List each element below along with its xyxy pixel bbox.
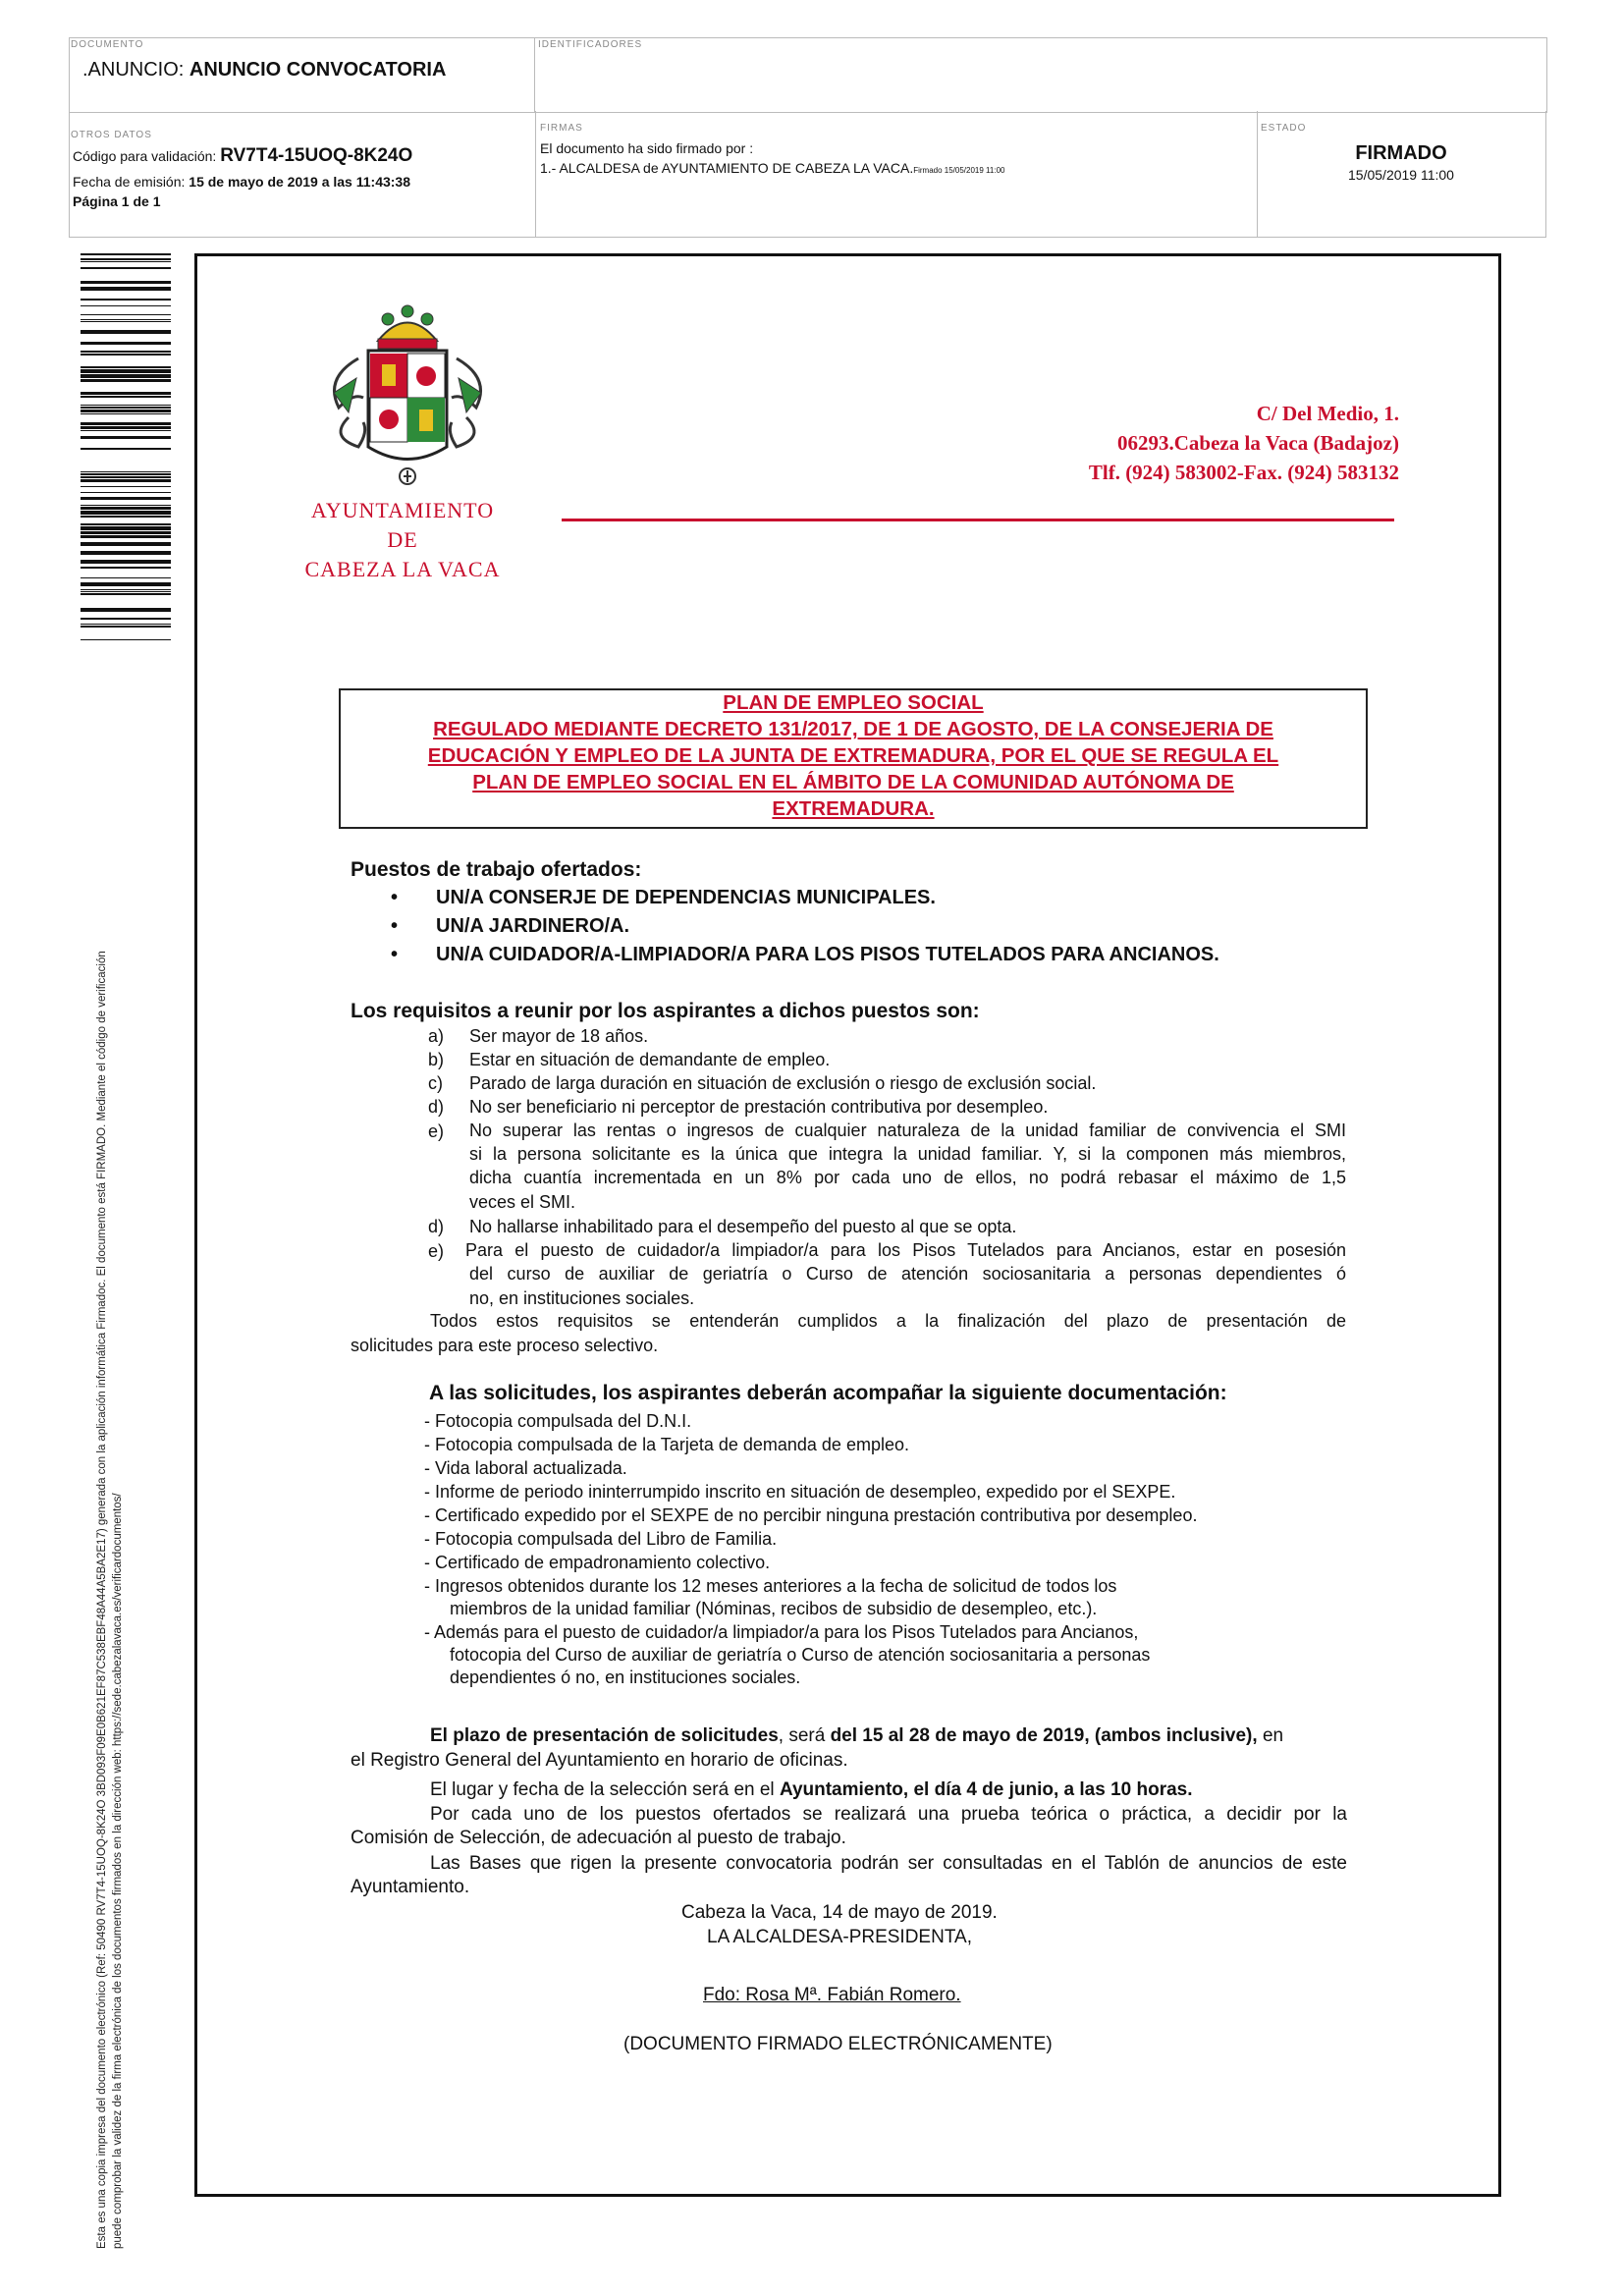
requisito-text: No hallarse inhabilitado para el desempeño del puesto al que se opta. <box>469 1217 1017 1236</box>
org-name-line1: AYUNTAMIENTO <box>310 498 495 522</box>
org-name-line3: CABEZA LA VACA <box>304 557 501 581</box>
documentacion-item: dependientes ó no, en instituciones sociales. <box>450 1667 801 1687</box>
documentacion-item: miembros de la unidad familiar (Nóminas, recibos de subsidio de desempleo, etc.). <box>450 1599 1098 1618</box>
documentacion-item: - Certificado expedido por el SEXPE de no percibir ninguna prestación contributiva por desempleo. <box>424 1505 1198 1525</box>
requisitos-closing: solicitudes para este proceso selectivo. <box>351 1336 659 1355</box>
estado-date: 15/05/2019 11:00 <box>1348 167 1454 183</box>
documentacion-item: - Certificado de empadronamiento colectivo. <box>424 1553 771 1572</box>
documentacion-item: - Además para el puesto de cuidador/a limpiador/a para los Pisos Tutelados para Ancianos, <box>424 1622 1139 1642</box>
requisito-text: Parado de larga duración en situación de exclusión o riesgo de exclusión social. <box>469 1073 1097 1093</box>
requisito-letter: a) <box>428 1026 445 1046</box>
puesto-item: • UN/A JARDINERO/A. <box>391 915 630 937</box>
address-phone: Tlf. (924) 583002-Fax. (924) 583132 <box>1088 461 1399 484</box>
pagina: Página 1 de 1 <box>73 193 161 209</box>
place-date: Cabeza la Vaca, 14 de mayo de 2019. <box>681 1902 998 1923</box>
requisito-text: Ser mayor de 18 años. <box>469 1026 649 1046</box>
documentacion-item: - Fotocopia compulsada del Libro de Familia. <box>424 1529 778 1549</box>
firmas-line1: El documento ha sido firmado por : <box>540 140 754 156</box>
firmas-signed-at: Firmado 15/05/2019 11:00 <box>913 166 1005 175</box>
plazo-bold1: El plazo de presentación de solicitudes <box>430 1725 779 1746</box>
documentacion-item: - Fotocopia compulsada del D.N.I. <box>424 1411 692 1431</box>
requisito-text: del curso de auxiliar de geriatría o Curso de atención sociosanitaria a personas dependientes ó <box>469 1264 1346 1284</box>
requisito-letter: d) <box>428 1217 445 1236</box>
address-street: C/ Del Medio, 1. <box>1256 402 1399 425</box>
codigo-label: Código para validación: <box>73 148 217 164</box>
puesto-item: • UN/A CUIDADOR/A-LIMPIADOR/A PARA LOS PISOS TUTELADOS PARA ANCIANOS. <box>391 944 1219 965</box>
puesto-item-text: UN/A CONSERJE DE DEPENDENCIAS MUNICIPALES. <box>436 887 936 908</box>
verification-note <box>94 638 126 2249</box>
seleccion-bold: Ayuntamiento, el día 4 de junio, a las 10 horas. <box>779 1779 1193 1800</box>
coat-of-arms-icon <box>319 300 496 496</box>
fecha-value: 15 de mayo de 2019 a las 11:43:38 <box>189 174 411 190</box>
title-prefix: .ANUNCIO: <box>82 59 185 81</box>
plazo-line2: el Registro General del Ayuntamiento en horario de oficinas. <box>351 1750 848 1771</box>
estado-label: ESTADO <box>1261 123 1307 134</box>
documentacion-heading: A las solicitudes, los aspirantes deberán acompañar la siguiente documentación: <box>429 1382 1227 1404</box>
prueba-line2: Comisión de Selección, de adecuación al puesto de trabajo. <box>351 1828 846 1848</box>
requisito-letter: c) <box>428 1073 443 1093</box>
puesto-item-text: UN/A CUIDADOR/A-LIMPIADOR/A PARA LOS PISOS TUTELADOS PARA ANCIANOS. <box>436 944 1219 965</box>
title-line: PLAN DE EMPLEO SOCIAL <box>723 691 984 714</box>
verification-note-line2: puede comprobar la validez de la firma electrónica de los documentos firmados en la dirección web: https://sede.cabezalavaca.es/verificardocumentos/ <box>112 1493 124 2249</box>
codigo-value: RV7T4-15UOQ-8K24O <box>220 145 413 166</box>
bases-line1: Las Bases que rigen la presente convocatoria podrán ser consultadas en el Tablón de anuncios de este <box>430 1853 1347 1874</box>
seleccion-line <box>430 1779 1193 1801</box>
document-title <box>82 59 446 82</box>
requisito-text: No ser beneficiario ni perceptor de prestación contributiva por desempleo. <box>469 1097 1049 1117</box>
verification-note-line1: Esta es una copia impresa del documento electrónico (Ref: 50490 RV7T4-15UOQ-8K24O 3BD093F09E0B621EF87C538EBF48A44A5BA2E17) generada con la aplicación informática Firmadoc. El documento está FIRMADO. Mediante el código de verificación <box>96 951 108 2249</box>
seleccion-text: El lugar y fecha de la selección será en el <box>430 1779 780 1800</box>
otros-datos-label: OTROS DATOS <box>71 130 152 140</box>
requisito-text: veces el SMI. <box>469 1192 576 1212</box>
requisito-text: Para el puesto de cuidador/a limpiador/a para los Pisos Tutelados para Ancianos, estar en posesión <box>465 1240 1346 1260</box>
requisito-letter: d) <box>428 1097 445 1117</box>
requisitos-heading: Los requisitos a reunir por los aspirantes a dichos puestos son: <box>351 1000 980 1022</box>
firmas-line2 <box>540 160 1004 176</box>
requisito-text: si la persona solicitante es la única que integra la unidad familiar. Y, si la componen más miembros, <box>469 1144 1346 1164</box>
requisitos-closing: Todos estos requisitos se entenderán cumplidos a la finalización del plazo de presentación de <box>430 1311 1346 1331</box>
bases-line2: Ayuntamiento. <box>351 1877 470 1897</box>
plazo-text2: en <box>1257 1725 1284 1746</box>
letterhead-rule <box>562 519 1394 521</box>
signer-name: Fdo: Rosa Mª. Fabián Romero. <box>703 1985 961 2005</box>
plazo-bold2: del 15 al 28 de mayo de 2019, (ambos inclusive), <box>830 1725 1258 1746</box>
firmas-signer: 1.- ALCALDESA de AYUNTAMIENTO DE CABEZA LA VACA. <box>540 160 914 176</box>
requisito-letter: e) <box>428 1121 445 1141</box>
title-line: EDUCACIÓN Y EMPLEO DE LA JUNTA DE EXTREMADURA, POR EL QUE SE REGULA EL <box>427 744 1279 767</box>
puestos-heading: Puestos de trabajo ofertados: <box>351 858 642 881</box>
barcode <box>81 253 171 648</box>
title-line: REGULADO MEDIANTE DECRETO 131/2017, DE 1 DE AGOSTO, DE LA CONSEJERIA DE <box>433 718 1273 740</box>
org-name-line2: DE <box>387 527 418 552</box>
estado-value: FIRMADO <box>1355 142 1447 164</box>
signed-note: (DOCUMENTO FIRMADO ELECTRÓNICAMENTE) <box>623 2034 1053 2054</box>
title-line: PLAN DE EMPLEO SOCIAL EN EL ÁMBITO DE LA COMUNIDAD AUTÓNOMA DE <box>472 771 1234 793</box>
documentacion-item: - Ingresos obtenidos durante los 12 meses anteriores a la fecha de solicitud de todos los <box>424 1576 1117 1596</box>
requisito-text: dicha cuantía incrementada en un 8% por cada uno de ellos, no podrá rebasar el máximo de 1,5 <box>469 1168 1346 1187</box>
puesto-item-text: UN/A JARDINERO/A. <box>436 915 630 937</box>
address-city: 06293.Cabeza la Vaca (Badajoz) <box>1117 431 1399 455</box>
plazo-line1 <box>430 1725 1283 1747</box>
identificadores-box <box>534 37 1547 113</box>
requisito-letter: e) <box>428 1241 445 1261</box>
puesto-item: • UN/A CONSERJE DE DEPENDENCIAS MUNICIPALES. <box>391 887 936 908</box>
fecha-emision <box>73 174 410 190</box>
fecha-label: Fecha de emisión: <box>73 174 186 190</box>
plazo-text1: , será <box>778 1725 831 1746</box>
documentacion-item: - Informe de periodo ininterrumpido inscrito en situación de desempleo, expedido por el SEXPE. <box>424 1482 1176 1502</box>
documentacion-item: - Vida laboral actualizada. <box>424 1458 627 1478</box>
firmas-label: FIRMAS <box>540 123 583 134</box>
requisito-text: Estar en situación de demandante de empleo. <box>469 1050 831 1069</box>
title-line: EXTREMADURA. <box>772 797 935 820</box>
documentacion-item: - Fotocopia compulsada de la Tarjeta de demanda de empleo. <box>424 1435 909 1454</box>
prueba-line1: Por cada uno de los puestos ofertados se realizará una prueba teórica o práctica, a decidir por la <box>430 1804 1347 1825</box>
documentacion-item: fotocopia del Curso de auxiliar de geriatría o Curso de atención sociosanitaria a personas <box>450 1645 1151 1665</box>
identificadores-label: IDENTIFICADORES <box>538 39 643 50</box>
requisito-text: no, en instituciones sociales. <box>469 1288 695 1308</box>
org-name <box>285 496 520 584</box>
title-main: ANUNCIO CONVOCATORIA <box>189 59 447 81</box>
requisito-letter: b) <box>428 1050 445 1069</box>
requisito-text: No superar las rentas o ingresos de cualquier naturaleza de la unidad familiar de convivencia el SMI <box>469 1121 1346 1140</box>
codigo-validacion <box>73 145 412 167</box>
signer-role: LA ALCALDESA-PRESIDENTA, <box>707 1927 972 1947</box>
documento-label: DOCUMENTO <box>71 39 144 50</box>
